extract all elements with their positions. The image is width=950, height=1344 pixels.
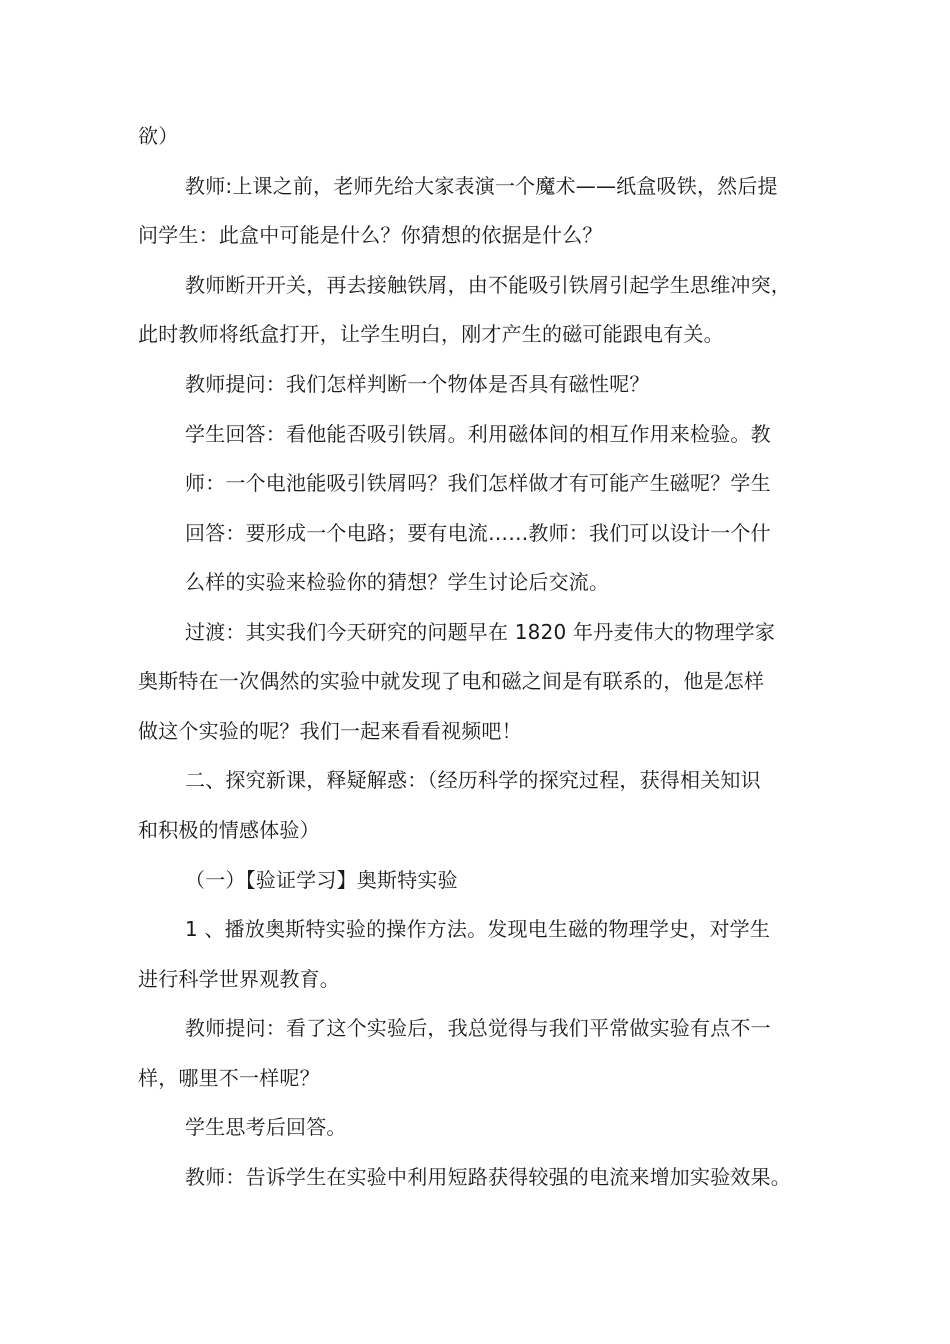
text-line: 进行科学世界观教育。 <box>138 967 340 991</box>
text-line: 此时教师将纸盒打开，让学生明白，刚才产生的磁可能跟电有关。 <box>138 322 724 346</box>
text-line: 样，哪里不一样呢？ <box>138 1066 320 1090</box>
text-line: 学生回答：看他能否吸引铁屑。利用磁体间的相互作用来检验。教 <box>185 422 771 446</box>
text-line: 做这个实验的呢？我们一起来看看视频吧！ <box>138 719 522 743</box>
text-line: 1 、播放奥斯特实验的操作方法。发现电生磁的物理学史，对学生 <box>185 917 771 941</box>
text-line: 奥斯特在一次偶然的实验中就发现了电和磁之间是有联系的，他是怎样 <box>138 669 765 693</box>
text-line: 问学生：此盒中可能是什么？你猜想的依据是什么？ <box>138 223 603 247</box>
text-line: 回答：要形成一个电路；要有电流……教师：我们可以设计一个什 <box>185 521 771 545</box>
text-line: 教师提问：我们怎样判断一个物体是否具有磁性呢？ <box>185 372 650 396</box>
text-line: 和积极的情感体验） <box>138 818 320 842</box>
text-line: 学生思考后回答。 <box>185 1115 347 1139</box>
text-line: 教师提问：看了这个实验后，我总觉得与我们平常做实验有点不一 <box>185 1016 771 1040</box>
text-line: 师：一个电池能吸引铁屑吗？我们怎样做才有可能产生磁呢？学生 <box>185 471 771 495</box>
section-heading: 二、探究新课，释疑解惑：（经历科学的探究过程，获得相关知识 <box>185 768 761 792</box>
text-line: 教师：告诉学生在实验中利用短路获得较强的电流来增加实验效果。 <box>185 1165 791 1189</box>
text-line: 过渡：其实我们今天研究的问题早在 1820 年丹麦伟大的物理学家 <box>185 620 776 644</box>
text-line: 教师:上课之前，老师先给大家表演一个魔术——纸盒吸铁，然后提 <box>185 174 778 198</box>
text-line: 欲） <box>138 124 179 148</box>
text-line: 教师断开开关，再去接触铁屑，由不能吸引铁屑引起学生思维冲突， <box>185 273 791 297</box>
subsection-heading: （一）【验证学习】奥斯特实验 <box>185 868 458 892</box>
text-line: 么样的实验来检验你的猜想？学生讨论后交流。 <box>185 570 610 594</box>
